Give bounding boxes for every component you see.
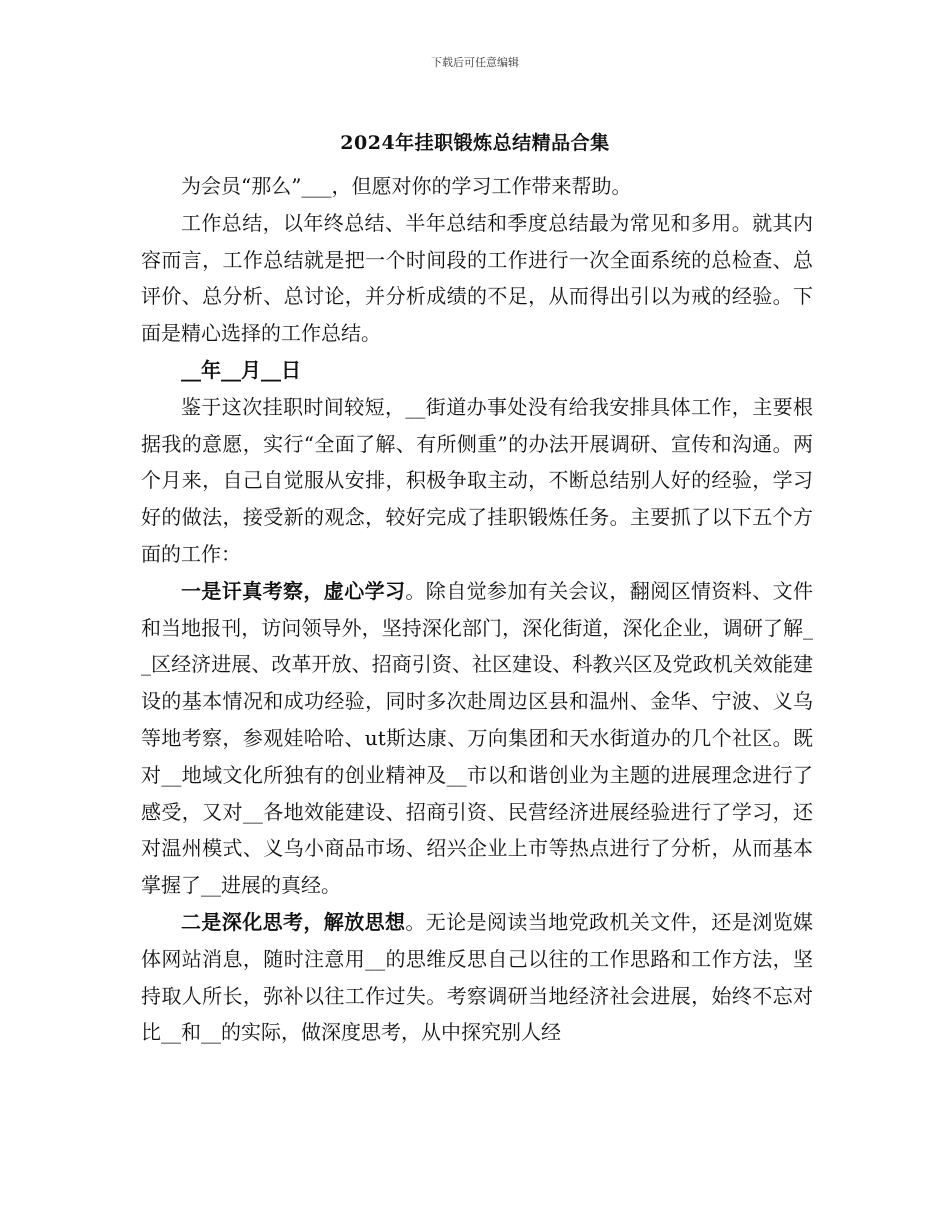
overview-paragraph: 鉴于这次挂职时间较短，__街道办事处没有给我安排具体工作，主要根据我的意愿，实行“全面了解、有所侧重”的办法开展调研、宣传和沟通。两个月来，自己自觉服从安排，积极争取主动，不断总结别人好的经验，学习好的做法，接受新的观念，较好完成了挂职锻炼任务。主要抓了以下五个方面的工作： bbox=[141, 394, 813, 566]
document-body bbox=[141, 168, 813, 1051]
point-one-paragraph bbox=[141, 573, 813, 904]
point-one-heading: 一是讦真考察，虚心学习 bbox=[181, 578, 406, 603]
intro-paragraph: 为会员“那么”___，但愿对你的学习工作带来帮助。 bbox=[181, 174, 632, 198]
document-title: 2024年挂职锻炼总结精品合集 bbox=[340, 132, 610, 154]
point-two-paragraph bbox=[141, 904, 813, 1051]
point-one-text: 。除自觉参加有关会议，翻阅区情资料、文件和当地报刊，访问领导外，坚持深化部门，深化街道，深化企业，调研了解__区经济进展、改革开放、招商引资、社区建设、科教兴区及党政机关效能建设的基本情况和成功经验，同时多次赴周边区县和温州、金华、宁波、义乌等地考察，参观娃哈哈、ut斯达康、万向集团和天水街道办的几个社区。既对__地域文化所独有的创业精神及__市以和谐创业为主题的进展理念进行了感受，又对__各地效能建设、招商引资、民营经济进展经验进行了学习，还对温州模式、义乌小商品市场、绍兴企业上市等热点进行了分析，从而基本掌握了__进展的真经。 bbox=[141, 578, 814, 898]
summary-definition-paragraph: 工作总结，以年终总结、半年总结和季度总结最为常见和多用。就其内容而言，工作总结就是把一个时间段的工作进行一次全面系统的总检查、总评价、总分析、总讨论，并分析成绩的不足，从而得出引以为戒的经验。下面是精心选择的工作总结。 bbox=[141, 210, 813, 346]
header-note: 下载后可任意编辑 bbox=[431, 56, 519, 69]
date-line: __年__月__日 bbox=[181, 357, 301, 382]
point-two-text: 。无论是阅读当地党政机关文件，还是浏览媒体网站消息，随时注意用__的思维反思自己以往的工作思路和工作方法，坚持取人所长，弥补以往工作过失。考察调研当地经济社会进展，始终不忘对比__和__的实际，做深度思考，从中探究别人经 bbox=[141, 909, 814, 1045]
point-two-heading: 二是深化思考，解放思想 bbox=[181, 909, 406, 934]
